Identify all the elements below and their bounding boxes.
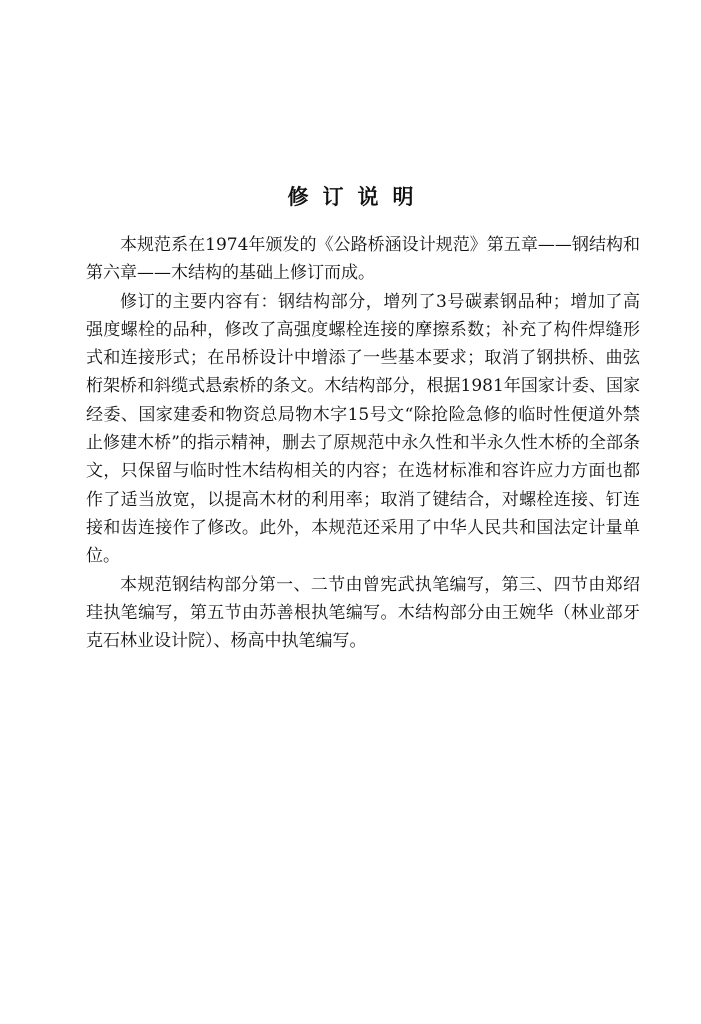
paragraph-revisions: 修订的主要内容有：钢结构部分，增列了3号碳素钢品种；增加了高强度螺栓的品种，修改了高强度螺栓连接的摩擦系数；补充了构件焊缝形式和连接形式；在吊桥设计中增添了一些基本要求；取消了钢拱桥、曲弦桁架桥和斜缆式悬索桥的条文。木结构部分，根据1981年国家计委、国家经委、国家建委和物资总局物木字15号文“除抢险急修的临时性便道外禁止修建木桥”的指示精神，删去了原规范中永久性和半永久性木桥的全部条文，只保留与临时性木结构相关的内容；在选材标准和容许应力方面也都作了适当放宽，以提高木材的利用率；取消了键结合，对螺栓连接、钉连接和齿连接作了修改。此外，本规范还采用了中华人民共和国法定计量单位。	[86, 291, 640, 567]
paragraph-authors: 本规范钢结构部分第一、二节由曾宪武执笔编写，第三、四节由郑绍珪执笔编写，第五节由苏善根执笔编写。木结构部分由王婉华（林业部牙克石林业设计院）、杨高中执笔编写。	[86, 574, 640, 652]
paragraph-intro: 本规范系在1974年颁发的《公路桥涵设计规范》第五章——钢结构和第六章——木结构的基础上修订而成。	[86, 235, 640, 284]
page-title: 修订说明	[287, 184, 428, 209]
body-text	[86, 231, 640, 655]
